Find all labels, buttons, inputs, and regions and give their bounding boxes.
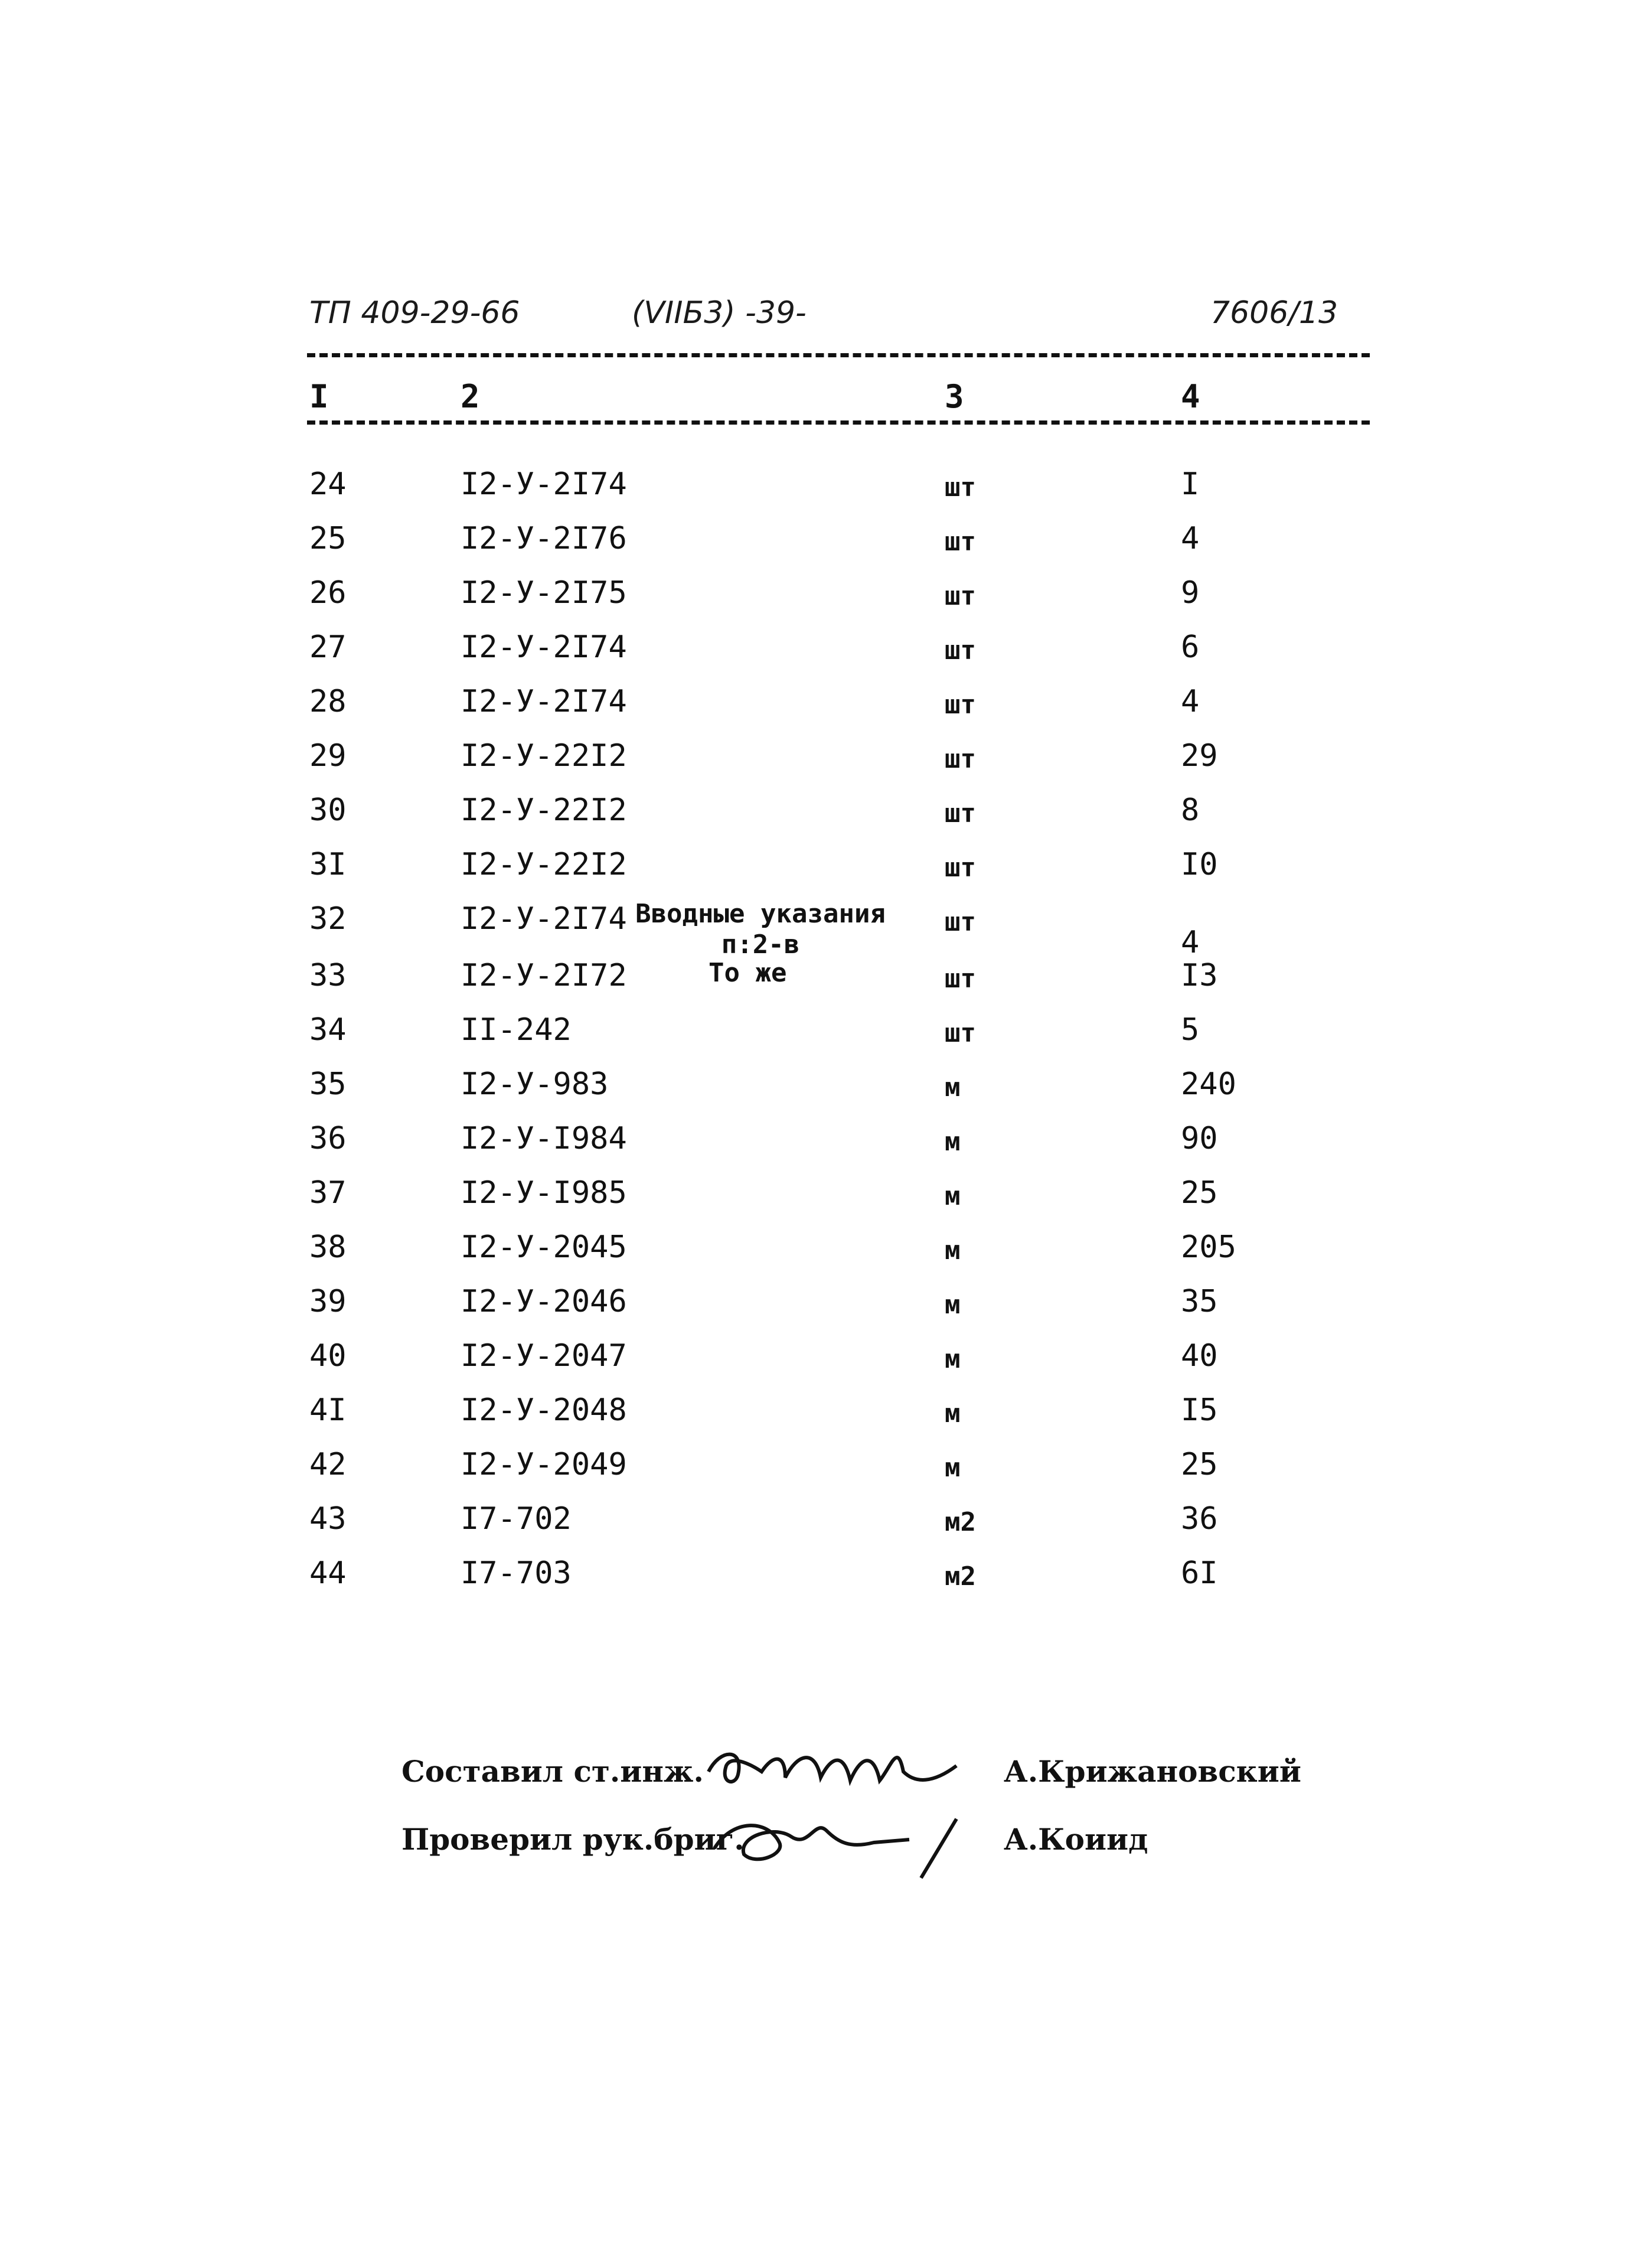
quantity: I [1181,467,1200,502]
quantity: 6 [1181,630,1200,665]
row-number: 37 [309,1175,347,1211]
quantity: 6I [1181,1556,1218,1591]
unit: м [945,1181,961,1211]
table-row [0,1175,1652,1230]
column-heading-1: I [309,378,329,415]
unit: м [945,1290,961,1320]
row-number: 27 [309,630,347,665]
column-heading-3: 3 [945,378,964,415]
quantity: 40 [1181,1338,1218,1374]
table-row [0,1284,1652,1338]
unit: м [945,1072,961,1103]
unit: шт [945,527,976,557]
unit: шт [945,1018,976,1048]
quantity: 5 [1181,1012,1200,1048]
signature-role-checked: Проверил рук.бриг. [401,1822,745,1857]
row-number: 24 [309,467,347,502]
row-number: 34 [309,1012,347,1048]
row-number: 33 [309,958,347,993]
quantity: 8 [1181,793,1200,828]
table-row [0,1447,1652,1501]
quantity: 205 [1181,1230,1236,1265]
unit: шт [945,853,976,883]
unit: шт [945,581,976,611]
table-row [0,958,1652,1012]
unit: шт [945,964,976,994]
table-row [0,1067,1652,1121]
table-row [0,1121,1652,1175]
item-code: I7-703 [461,1556,572,1591]
table-row [0,575,1652,630]
table-row [0,1556,1652,1610]
table-row [0,684,1652,738]
item-code: I2-У-2I75 [461,575,627,611]
column-heading-2: 2 [461,378,480,415]
quantity: 90 [1181,1121,1218,1156]
item-code: I2-У-2I74 [461,630,627,665]
table-row [0,467,1652,521]
row-number: 42 [309,1447,347,1482]
header-rule-bottom [307,420,1370,425]
unit: м [945,1344,961,1374]
item-code: II-242 [461,1012,572,1048]
row-number: 40 [309,1338,347,1374]
item-code: I2-У-2048 [461,1393,627,1428]
table-row [0,1393,1652,1447]
unit: шт [945,690,976,720]
item-code: I2-У-2047 [461,1338,627,1374]
item-code: I2-У-I984 [461,1121,627,1156]
row-number: 30 [309,793,347,828]
column-heading-4: 4 [1181,378,1200,415]
table-row [0,899,1652,960]
unit: м2 [945,1507,976,1537]
quantity: I5 [1181,1393,1218,1428]
table-row [0,847,1652,901]
unit: м [945,1453,961,1483]
unit: шт [945,798,976,829]
table-row [0,1230,1652,1284]
row-note: Вводные указания п:2-в [635,899,886,960]
item-code: I2-У-2I72 [461,958,627,993]
item-code: I7-702 [461,1501,572,1537]
sheet-number: 7606/13 [1210,295,1338,331]
unit: шт [945,635,976,666]
doc-code: ТП 409-29-66 [309,295,520,331]
row-note: То же [709,958,787,988]
row-number: 3I [309,847,347,882]
row-number: 38 [309,1230,347,1265]
quantity: 4 [1181,925,1200,960]
row-number: 35 [309,1067,347,1102]
handwritten-signature-1 [697,1730,980,1801]
quantity: I3 [1181,958,1218,993]
row-number: 39 [309,1284,347,1319]
row-number: 25 [309,521,347,556]
unit: м [945,1127,961,1157]
table-row [0,738,1652,793]
unit: шт [945,472,976,503]
table-row [0,1501,1652,1556]
handwritten-signature-2 [697,1795,974,1884]
item-code: I2-У-22I2 [461,738,627,774]
quantity: 25 [1181,1175,1218,1211]
unit: м [945,1398,961,1429]
signature-name-compiled: А.Крижановский [1004,1754,1301,1789]
row-number: 28 [309,684,347,719]
item-code: I2-У-2I74 [461,684,627,719]
quantity: 9 [1181,575,1200,611]
item-code: I2-У-2I76 [461,521,627,556]
quantity: 4 [1181,521,1200,556]
quantity: 35 [1181,1284,1218,1319]
signature-name-checked: А.Коиид [1004,1822,1148,1857]
row-number: 32 [309,901,347,937]
row-number: 44 [309,1556,347,1591]
item-code: I2-У-22I2 [461,847,627,882]
item-code: I2-У-983 [461,1067,609,1102]
section-code: (VIIБ3) -39- [632,295,807,331]
unit: м [945,1235,961,1266]
row-number: 43 [309,1501,347,1537]
quantity: 36 [1181,1501,1218,1537]
item-code: I2-У-2I74 [461,467,627,502]
quantity: 4 [1181,684,1200,719]
unit: шт [945,744,976,774]
row-number: 4I [309,1393,347,1428]
unit: м2 [945,1561,976,1592]
item-code: I2-У-2045 [461,1230,627,1265]
table-row [0,793,1652,847]
table-row [0,630,1652,684]
table-row [0,1012,1652,1067]
item-code: I2-У-2I74 [461,901,627,937]
table-row [0,521,1652,575]
signature-role-compiled: Составил ст.инж. [401,1754,704,1789]
item-code: I2-У-2046 [461,1284,627,1319]
row-number: 26 [309,575,347,611]
item-code: I2-У-I985 [461,1175,627,1211]
row-number: 36 [309,1121,347,1156]
row-number: 29 [309,738,347,774]
quantity: I0 [1181,847,1218,882]
item-code: I2-У-2049 [461,1447,627,1482]
quantity: 240 [1181,1067,1236,1102]
unit: шт [945,907,976,937]
header-rule-top [307,353,1370,357]
table-row [0,1338,1652,1393]
quantity: 29 [1181,738,1218,774]
quantity: 25 [1181,1447,1218,1482]
item-code: I2-У-22I2 [461,793,627,828]
